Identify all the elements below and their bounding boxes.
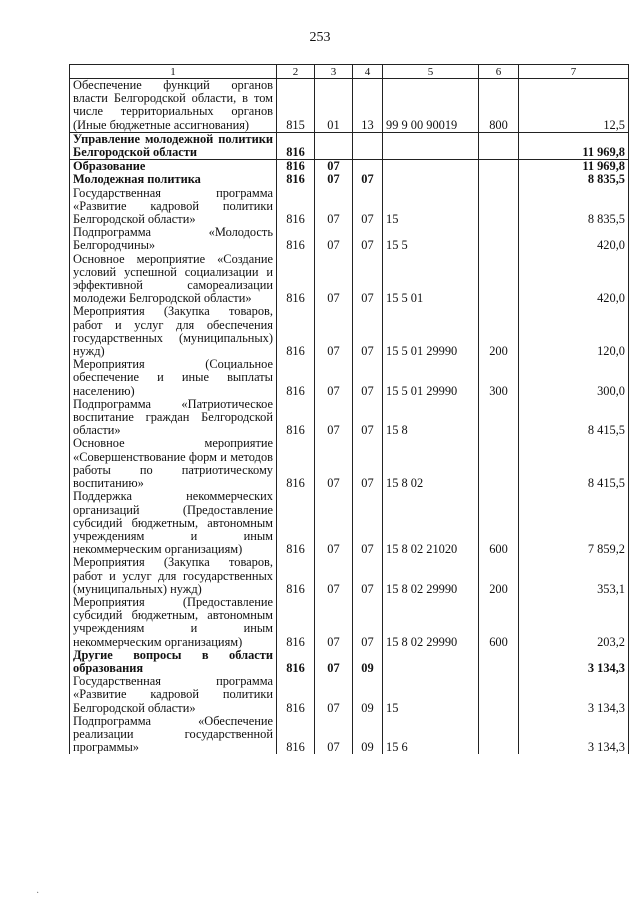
cell-csr: 15 8 02 29990	[383, 596, 479, 649]
cell-csr: 15 5 01	[383, 253, 479, 306]
cell-name: Основное мероприятие «Создание условий успешной социализации и эффективной самореализации молодежи Белгородской области»	[70, 253, 277, 306]
cell-sum: 120,0	[519, 305, 629, 358]
table-row	[70, 305, 629, 358]
cell-vr: 600	[479, 596, 519, 649]
table-row	[70, 649, 629, 675]
cell-vr: 200	[479, 305, 519, 358]
cell-pr: 07	[353, 596, 383, 649]
page-number: 253	[309, 30, 331, 45]
cell-vr	[479, 649, 519, 675]
table-row	[70, 715, 629, 755]
cell-pr: 09	[353, 675, 383, 715]
scan-mark: ·	[36, 888, 40, 899]
cell-sum: 3 134,3	[519, 715, 629, 755]
cell-vr	[479, 715, 519, 755]
cell-csr: 15 8 02 21020	[383, 490, 479, 556]
cell-sum: 8 835,5	[519, 173, 629, 186]
cell-csr: 15 8 02	[383, 437, 479, 490]
cell-sum: 300,0	[519, 358, 629, 398]
table-row	[70, 675, 629, 715]
cell-vr: 800	[479, 79, 519, 133]
table-row	[70, 556, 629, 596]
cell-sum: 8 415,5	[519, 398, 629, 438]
cell-ved: 816	[277, 305, 315, 358]
cell-sum: 8 835,5	[519, 187, 629, 227]
cell-rz: 07	[315, 675, 353, 715]
cell-pr: 07	[353, 437, 383, 490]
cell-vr	[479, 173, 519, 186]
cell-pr: 07	[353, 556, 383, 596]
cell-ved: 816	[277, 398, 315, 438]
cell-pr: 13	[353, 79, 383, 133]
cell-rz: 07	[315, 253, 353, 306]
cell-sum: 8 415,5	[519, 437, 629, 490]
cell-ved: 816	[277, 226, 315, 252]
cell-ved: 816	[277, 173, 315, 186]
header-cell-pr: 4	[353, 65, 383, 79]
cell-ved: 816	[277, 490, 315, 556]
cell-name: Государственная программа «Развитие кадровой политики Белгородской области»	[70, 675, 277, 715]
header-cell-rz: 3	[315, 65, 353, 79]
cell-pr: 07	[353, 490, 383, 556]
table-row	[70, 398, 629, 438]
cell-name: Подпрограмма «Молодость Белгородчины»	[70, 226, 277, 252]
cell-name: Подпрограмма «Патриотическое воспитание граждан Белгородской области»	[70, 398, 277, 438]
cell-pr: 07	[353, 226, 383, 252]
cell-rz: 07	[315, 715, 353, 755]
cell-rz: 07	[315, 596, 353, 649]
cell-ved: 816	[277, 596, 315, 649]
table-row	[70, 596, 629, 649]
cell-name: Управление молодежной политики Белгородской области	[70, 132, 277, 159]
header-cell-sum: 7	[519, 65, 629, 79]
table-row	[70, 132, 629, 159]
cell-rz: 07	[315, 556, 353, 596]
cell-ved: 816	[277, 437, 315, 490]
cell-name: Другие вопросы в области образования	[70, 649, 277, 675]
cell-ved: 816	[277, 715, 315, 755]
cell-sum: 420,0	[519, 226, 629, 252]
cell-vr: 300	[479, 358, 519, 398]
cell-name: Обеспечение функций органов власти Белгородской области, в том числе территориальных органов (Иные бюджетные ассигнования)	[70, 79, 277, 133]
cell-vr	[479, 187, 519, 227]
cell-ved: 816	[277, 358, 315, 398]
cell-csr: 15 5 01 29990	[383, 305, 479, 358]
cell-csr: 15	[383, 675, 479, 715]
cell-csr	[383, 173, 479, 186]
cell-csr: 99 9 00 90019	[383, 79, 479, 133]
cell-vr	[479, 253, 519, 306]
table-row	[70, 160, 629, 174]
cell-name: Поддержка некоммерческих организаций (Предоставление субсидий бюджетным, автономным учреждениям и иным некоммерческим организациям)	[70, 490, 277, 556]
cell-ved: 816	[277, 160, 315, 174]
cell-sum: 420,0	[519, 253, 629, 306]
cell-name: Мероприятия (Социальное обеспечение и иные выплаты населению)	[70, 358, 277, 398]
cell-name: Подпрограмма «Обеспечение реализации государственной программы»	[70, 715, 277, 755]
cell-ved: 816	[277, 556, 315, 596]
cell-rz: 07	[315, 305, 353, 358]
cell-ved: 816	[277, 649, 315, 675]
cell-pr: 07	[353, 358, 383, 398]
table-row	[70, 79, 629, 133]
cell-sum: 203,2	[519, 596, 629, 649]
cell-pr	[353, 132, 383, 159]
cell-sum: 3 134,3	[519, 675, 629, 715]
table-body	[70, 79, 629, 755]
table-row	[70, 253, 629, 306]
cell-csr	[383, 649, 479, 675]
header-cell-csr: 5	[383, 65, 479, 79]
cell-csr: 15 8 02 29990	[383, 556, 479, 596]
header-cell-ved: 2	[277, 65, 315, 79]
cell-ved: 815	[277, 79, 315, 133]
cell-csr: 15	[383, 187, 479, 227]
cell-vr	[479, 398, 519, 438]
cell-rz: 07	[315, 187, 353, 227]
cell-rz: 07	[315, 173, 353, 186]
cell-vr: 200	[479, 556, 519, 596]
cell-csr: 15 5 01 29990	[383, 358, 479, 398]
cell-csr: 15 6	[383, 715, 479, 755]
cell-pr: 07	[353, 305, 383, 358]
cell-rz: 07	[315, 398, 353, 438]
cell-rz: 07	[315, 649, 353, 675]
table-row	[70, 226, 629, 252]
cell-pr: 07	[353, 173, 383, 186]
cell-name: Мероприятия (Закупка товаров, работ и услуг для государственных (муниципальных) нужд)	[70, 556, 277, 596]
cell-name: Основное мероприятие «Совершенствование форм и методов работы по патриотическому воспитанию»	[70, 437, 277, 490]
cell-pr: 07	[353, 253, 383, 306]
cell-vr	[479, 132, 519, 159]
cell-name: Молодежная политика	[70, 173, 277, 186]
cell-sum: 7 859,2	[519, 490, 629, 556]
cell-rz: 01	[315, 79, 353, 133]
table-row	[70, 437, 629, 490]
cell-sum: 12,5	[519, 79, 629, 133]
table-row	[70, 490, 629, 556]
cell-vr: 600	[479, 490, 519, 556]
cell-rz: 07	[315, 437, 353, 490]
cell-sum: 11 969,8	[519, 132, 629, 159]
cell-csr: 15 5	[383, 226, 479, 252]
cell-pr	[353, 160, 383, 174]
header-cell-name: 1	[70, 65, 277, 79]
cell-rz: 07	[315, 226, 353, 252]
cell-ved: 816	[277, 132, 315, 159]
cell-pr: 09	[353, 715, 383, 755]
cell-name: Государственная программа «Развитие кадровой политики Белгородской области»	[70, 187, 277, 227]
cell-sum: 3 134,3	[519, 649, 629, 675]
cell-rz: 07	[315, 160, 353, 174]
cell-vr	[479, 437, 519, 490]
cell-vr	[479, 160, 519, 174]
table-row	[70, 187, 629, 227]
cell-sum: 11 969,8	[519, 160, 629, 174]
cell-rz: 07	[315, 490, 353, 556]
cell-rz	[315, 132, 353, 159]
cell-csr: 15 8	[383, 398, 479, 438]
cell-csr	[383, 160, 479, 174]
cell-vr	[479, 226, 519, 252]
cell-ved: 816	[277, 253, 315, 306]
cell-name: Мероприятия (Предоставление субсидий бюджетным, автономным учреждениям и иным некоммерческим организациям)	[70, 596, 277, 649]
table-row	[70, 358, 629, 398]
cell-csr	[383, 132, 479, 159]
cell-vr	[479, 675, 519, 715]
table-row	[70, 173, 629, 186]
cell-name: Мероприятия (Закупка товаров, работ и услуг для обеспечения государственных (муниципальных) нужд)	[70, 305, 277, 358]
header-cell-vr: 6	[479, 65, 519, 79]
cell-pr: 07	[353, 398, 383, 438]
cell-rz: 07	[315, 358, 353, 398]
budget-table	[69, 64, 629, 754]
cell-pr: 07	[353, 187, 383, 227]
cell-ved: 816	[277, 187, 315, 227]
cell-ved: 816	[277, 675, 315, 715]
cell-sum: 353,1	[519, 556, 629, 596]
table-header-row	[70, 65, 629, 79]
cell-name: Образование	[70, 160, 277, 174]
cell-pr: 09	[353, 649, 383, 675]
